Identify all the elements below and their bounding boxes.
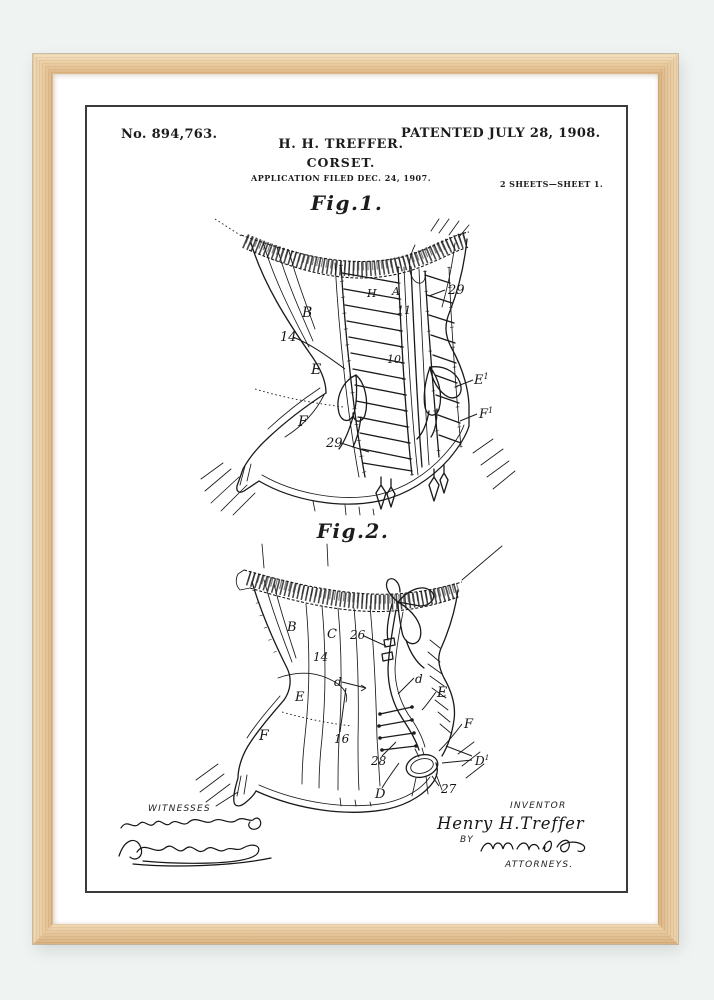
figure-ref-label-27: 27 [441, 782, 457, 796]
figure-1-drawing [193, 217, 523, 515]
attorneys-label: ATTORNEYS. [505, 860, 574, 870]
inventor-signature-name: Henry H.Treffer [437, 814, 585, 833]
patent-number: No. 894,763. [121, 127, 218, 142]
figure-ref-label-F1: $F^1$ [479, 406, 494, 422]
frame-side-top [33, 54, 678, 74]
attorney-signature [475, 831, 593, 859]
witnesses-label: WITNESSES [148, 804, 211, 814]
figure-ref-label-B: B [287, 620, 297, 635]
figure-ref-label-26: 26 [350, 628, 366, 642]
figure-ref-label-29: 29 [448, 283, 465, 298]
figure-ref-label-29: 29 [326, 436, 343, 451]
poster-frame [33, 54, 678, 944]
figure-ref-label-E: E [311, 362, 322, 378]
poster-paper [53, 74, 658, 924]
figure-ref-label-14: 14 [280, 330, 297, 345]
figure-ref-label-F: F [298, 414, 308, 430]
figure-ref-label-d: d [415, 672, 423, 686]
frame-side-bottom [33, 924, 678, 944]
figure-ref-label-11: 11 [397, 304, 411, 317]
figure-2-caption: Fig.2. [316, 519, 390, 543]
application-line: APPLICATION FILED DEC. 24, 1907. [251, 173, 431, 183]
sheet-info: 2 SHEETS—SHEET 1. [500, 179, 604, 189]
figure-ref-label-10: 10 [387, 353, 401, 366]
figure-ref-label-D1: $D^1$ [475, 753, 490, 768]
frame-side-left [33, 54, 53, 944]
figure-1-caption: Fig.1. [310, 191, 384, 215]
invention-title: CORSET. [306, 155, 376, 170]
by-label: BY [460, 835, 474, 845]
figure-ref-label-C: C [327, 627, 337, 642]
figure-ref-label-A: A [392, 285, 400, 298]
patent-date: PATENTED JULY 28, 1908. [401, 126, 601, 141]
witness-signatures [113, 812, 283, 870]
figure-ref-label-F: F [259, 728, 269, 744]
figure-ref-label-E: E [437, 685, 448, 701]
figure-ref-label-B: B [302, 305, 313, 321]
figure-ref-label-16: 16 [334, 732, 350, 746]
figure-ref-label-E1: $E^1$ [474, 372, 489, 388]
inventor-label: INVENTOR [510, 801, 567, 811]
figure-2-drawing [190, 544, 525, 806]
figure-ref-label-d: d [334, 675, 342, 689]
figure-ref-label-28: 28 [371, 754, 387, 768]
figure-ref-label-14: 14 [313, 650, 329, 664]
inventor-line: H. H. TREFFER. [278, 137, 404, 152]
frame-side-right [658, 54, 678, 944]
title-block [181, 74, 501, 194]
figure-ref-label-H: H [367, 287, 377, 300]
figure-ref-label-F: F [464, 717, 474, 732]
figure-ref-label-D: D [375, 787, 386, 802]
figure-ref-label-E: E [295, 690, 305, 705]
